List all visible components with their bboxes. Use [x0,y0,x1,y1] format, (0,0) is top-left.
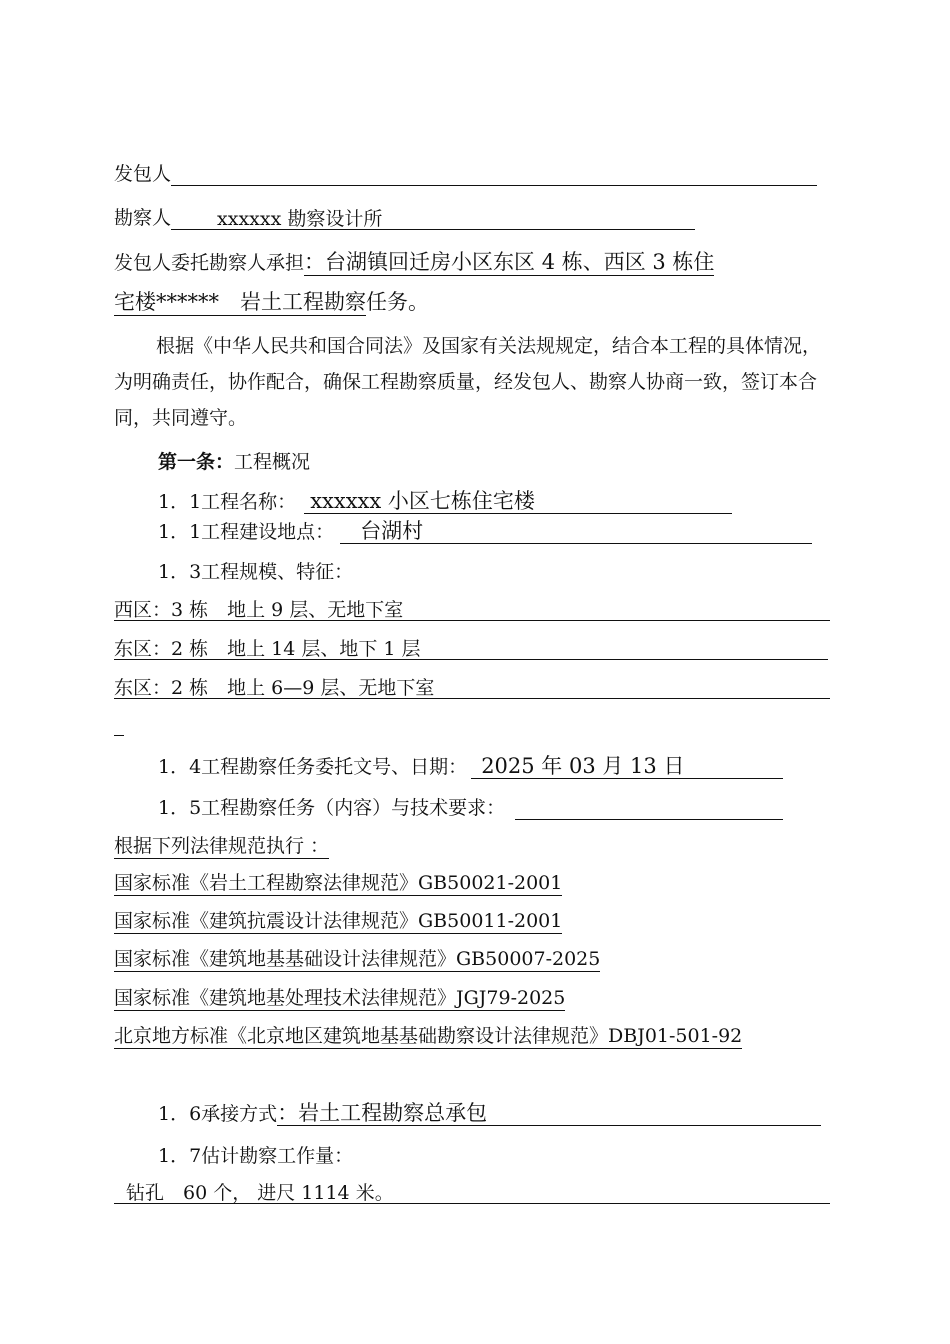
scale-row-4-blank [114,735,124,736]
surveyor-blank [171,207,695,230]
surveyor-line [114,206,695,230]
employer-blank [171,163,817,186]
standard-item-text: 北京地方标准《北京地区建筑地基基础勘察设计法律规范》DBJ01-501-92 [114,1025,743,1047]
scale-row-3-text: 东区：2 栋 地上 6—9 层、无地下室 [114,677,435,699]
item-1-1 [158,490,732,514]
scale-row-1-blank [114,598,830,621]
standard-item-text: 国家标准《岩土工程勘察法律规范》GB50021-2001 [114,872,563,894]
standard-item [114,909,562,933]
commission-line-2 [114,290,429,315]
commission-prefix: 发包人委托勘察人承担 [114,252,305,274]
item-1-1-label: 1．1工程名称： [158,491,297,513]
standard-item [114,947,600,971]
standard-item [114,1024,742,1048]
item-1-2-label: 1．1工程建设地点： [158,521,335,543]
item-1-1-value: xxxxxx 小区七栋住宅楼 [310,489,535,513]
workload-blank [114,1181,830,1204]
commission-line-1 [114,250,714,275]
item-1-6-label: 1．6承接方式 [158,1103,278,1125]
item-1-5-label: 1．5工程勘察任务（内容）与技术要求： [158,797,506,819]
scale-row-3 [114,675,830,699]
item-1-7 [158,1144,353,1168]
item-1-1-blank [304,491,732,514]
article-1-number: 第一条： [158,451,235,473]
scale-row-1 [114,597,830,621]
item-1-2-value: 台湖村 [360,519,424,543]
scale-row-1-text: 西区：3 栋 地上 9 层、无地下室 [114,599,404,621]
standards-intro-text: 根据下列法律规范执行 ： [114,835,330,857]
scale-row-2-text: 东区：2 栋 地上 14 层、地下 1 层 [114,638,421,660]
standard-item [114,986,565,1010]
item-1-4 [158,755,783,779]
item-1-7-label: 1．7估计勘察工作量： [158,1145,354,1167]
article-1-title: 工程概况 [234,451,311,473]
item-1-4-value: 2025 年 03 月 13 日 [481,754,685,778]
employer-line [114,162,817,186]
item-1-6-blank [277,1103,821,1126]
standard-item-text: 国家标准《建筑地基基础设计法律规范》GB50007-2025 [114,948,601,970]
item-1-6 [158,1102,821,1126]
commission-suffix: 任务。 [366,290,429,314]
workload-text: 钻孔 60 个， 进尺 1114 米。 [126,1182,394,1204]
standard-item-text: 国家标准《建筑抗震设计法律规范》GB50011-2001 [114,910,563,932]
workload-row [114,1180,830,1204]
item-1-4-label: 1．4工程勘察任务委托文号、日期： [158,756,468,778]
item-1-5-blank [515,797,783,820]
item-1-3 [158,560,353,584]
item-1-2 [158,520,812,544]
item-1-4-blank [471,756,783,779]
standard-item [114,871,562,895]
scale-row-2 [114,636,828,660]
item-1-5 [158,796,783,820]
item-1-2-blank [340,521,812,544]
employer-label: 发包人 [114,163,172,185]
commission-value-2: 宅楼****** 岩土工程勘察 [114,290,366,314]
item-1-6-value: ：岩土工程勘察总承包 [277,1101,488,1125]
commission-value-1: ：台湖镇回迁房小区东区 4 栋、西区 3 栋住 [304,250,715,274]
standards-intro [114,834,329,858]
surveyor-label: 勘察人 [114,207,172,229]
scale-row-3-blank [114,676,830,699]
item-1-3-label: 1．3工程规模、特征： [158,561,354,583]
intro-paragraph: 根据《中华人民共和国合同法》及国家有关法规规定，结合本工程的具体情况，为明确责任，协作配合，确保工程勘察质量，经发包人、勘察人协商一致，签订本合同，共同遵守。 [114,335,822,429]
article-1-heading [158,450,310,474]
standard-item-text: 国家标准《建筑地基处理技术法律规范》JGJ79-2025 [114,987,566,1009]
scale-row-2-blank [114,637,828,660]
surveyor-value: xxxxxx 勘察设计所 [217,208,383,230]
